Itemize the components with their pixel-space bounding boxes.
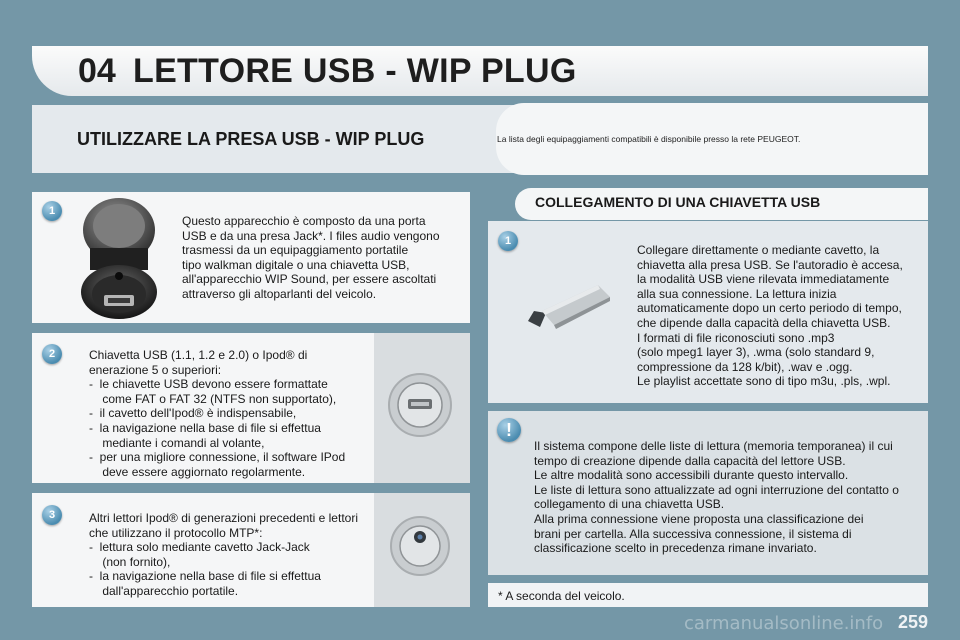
watermark: carmanualsonline.info xyxy=(684,613,884,634)
usb-port-image xyxy=(374,333,470,483)
step-badge: 1 xyxy=(498,231,518,251)
other-players-text: Altri lettori Ipod® di generazioni precedenti e lettori che utilizzano il protocollo MTP*: - lettura solo mediante cavetto Jack-Jack (non fornito), - la navigazione nella base di file si effettua dall'apparecchio portatile. xyxy=(89,511,358,598)
intro-text: Questo apparecchio è composto da una porta USB e da una presa Jack*. I files audio vengono trasmessi da un equipaggiamento portatile tipo walkman digitale o una chiavetta USB, all'apparecchio WIP Sound, per essere ascoltati attraverso gli altoparlanti del veicolo. xyxy=(182,214,440,301)
step-badge: 2 xyxy=(42,344,62,364)
usb-jack-socket-icon xyxy=(78,196,160,320)
page-title: LETTORE USB - WIP PLUG xyxy=(133,52,577,90)
panel-usb-ipod xyxy=(32,333,470,483)
warning-text: Il sistema compone delle liste di lettura (memoria temporanea) il cui tempo di creazione dipende dalla capacità del lettore USB. Le altre modalità sono accessibili durante questo intervallo. Le liste di lettura sono attualizzate ad ogni interruzione del contatto o collegamento di una chiavetta USB. Alla prima connessione viene proposta una classificazione dei brani per cartella. Alla successiva connessione, il sistema di classificazione scelto in precedenza rimane invariato. xyxy=(534,439,899,556)
step-badge: 1 xyxy=(42,201,62,221)
compatibility-note: La lista degli equipaggiamenti compatibili è disponibile presso la rete PEUGEOT. xyxy=(497,134,801,144)
warning-icon: ! xyxy=(497,418,521,442)
usb-port-icon xyxy=(374,333,470,483)
page-number: 259 xyxy=(898,612,929,632)
usb-ipod-text: Chiavetta USB (1.1, 1.2 e 2.0) o Ipod® di enerazione 5 o superiori: - le chiavette USB devono essere formattate come FAT o FAT 32 (NTFS non supportato), - il cavetto dell'Ipod® è indispensabile, - la navigazione nella base di file si effettua mediante i comandi al volante, - per una migliore connessione, il software IPod deve essere aggiornato regolarmente. xyxy=(89,348,346,479)
footnote: * A seconda del veicolo. xyxy=(498,589,625,603)
jack-port-icon xyxy=(374,493,470,607)
connection-panel xyxy=(488,221,928,403)
section-title: UTILIZZARE LA PRESA USB - WIP PLUG xyxy=(77,129,425,149)
panel-other-players xyxy=(32,493,470,607)
warning-panel xyxy=(488,411,928,575)
connection-text: Collegare direttamente o mediante cavetto, la chiavetta alla presa USB. Se l'autoradio è accesa, la modalità USB viene rilevata immediatamente alla sua connessione. La lettura inizia automaticamente dopo un certo periodo di tempo, che dipende dalla capacità della chiavetta USB. I formati di file riconosciuti sono .mp3 (solo mpeg1 layer 3), .wma (solo standard 9, compressione da 128 k/bit), .wav e .ogg. Le playlist accettate sono di tipo m3u, .pls, .wpl. xyxy=(637,243,903,389)
jack-port-image xyxy=(374,493,470,607)
step-badge: 3 xyxy=(42,505,62,525)
chapter-number: 04 xyxy=(78,52,116,90)
connection-heading: COLLEGAMENTO DI UNA CHIAVETTA USB xyxy=(535,194,821,210)
usb-key-icon xyxy=(524,281,612,337)
panel-usb-port xyxy=(32,192,470,323)
